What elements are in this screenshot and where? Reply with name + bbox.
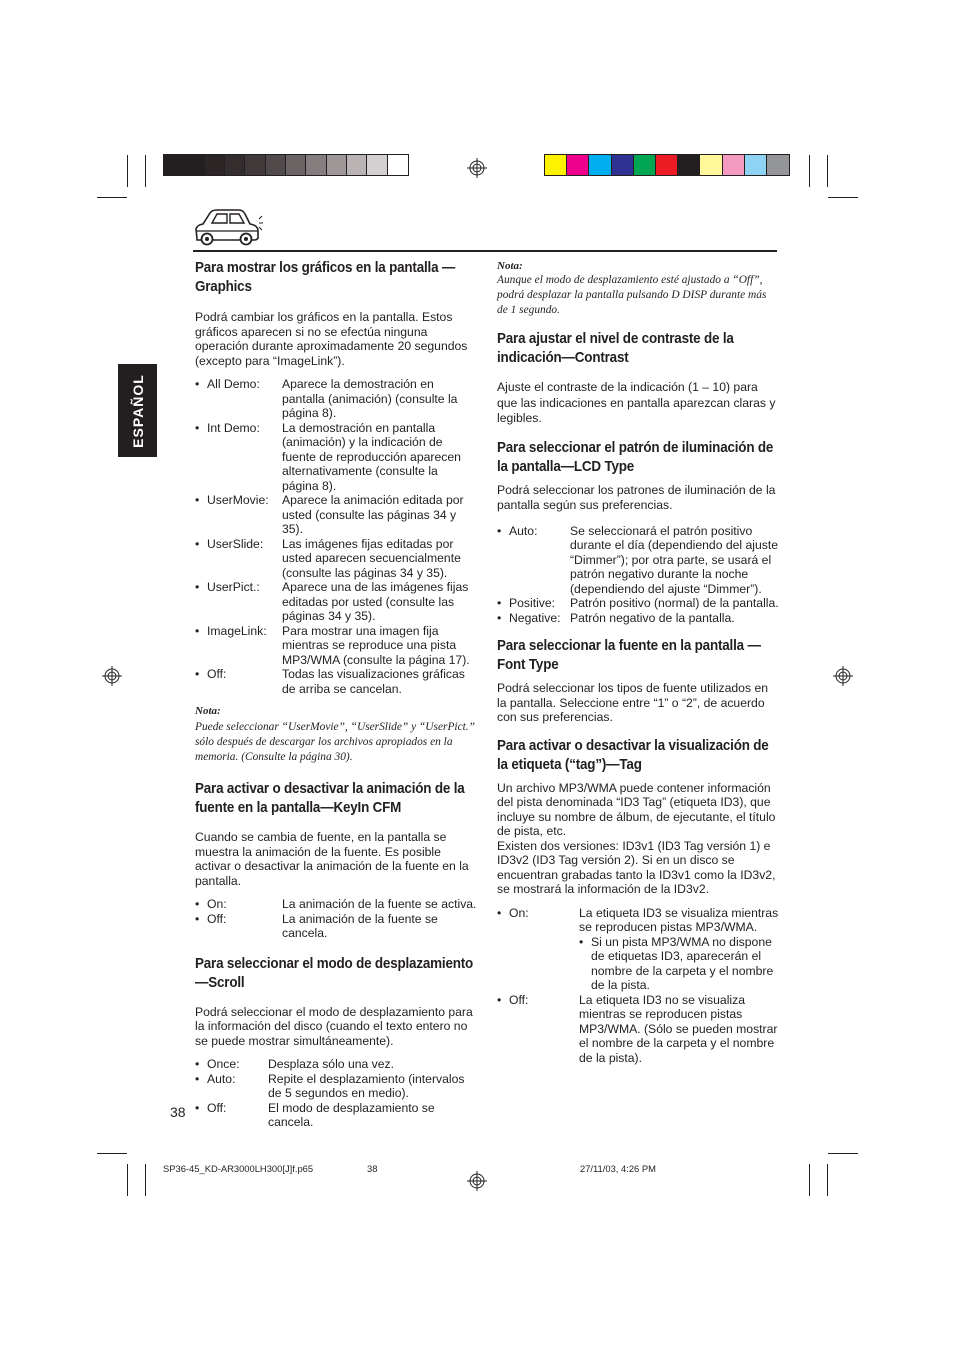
option-term: Negative:: [509, 610, 561, 625]
color-swatch: [634, 155, 656, 175]
option-desc: Para mostrar una imagen fija mientras se reproduce una pista MP3/WMA (consulte la página 17).: [282, 623, 470, 667]
option-desc: La etiqueta ID3 no se visualiza mientras se reproducen pistas MP3/WMA. (Sólo se pueden mostrar el nombre de la carpeta y el nombre de la pista).: [579, 992, 778, 1065]
color-swatch: [327, 155, 347, 175]
note-text: Puede seleccionar “UserMovie”, “UserSlide” y “UserPict.” sólo después de descargar los archivos apropiados en la memoria. (Consulte la página 30).: [195, 721, 475, 763]
section-heading-tag: Para activar o desactivar la visualización de la etiqueta (“tag”)—Tag: [497, 737, 769, 773]
scroll-intro: Podrá seleccionar el modo de desplazamiento para la información del disco (cuando el texto entero no se puede mostrar simultáneamente).: [195, 1004, 473, 1048]
crop-mark: [828, 197, 858, 198]
option-desc: Las imágenes fijas editadas por usted aparecen secuencialmente (consulte las páginas 34 y 35).: [282, 536, 461, 580]
list-item: • Off: La animación de la fuente se cancela.: [195, 912, 477, 941]
option-desc: La demostración en pantalla (animación) y la indicación de fuente de reproducción aparecen alternativamente (consulte la página 8).: [282, 420, 461, 493]
option-subnote: Si un pista MP3/WMA no dispone de etiquetas ID3, aparecerán el nombre de la carpeta y el nombre de la pista.: [591, 934, 774, 992]
option-desc: Aparece la demostración en pantalla (animación) (consulte la página 8).: [282, 377, 458, 420]
list-item: • Positive: Patrón positivo (normal) de la pantalla.: [497, 596, 779, 610]
option-term: ImageLink:: [207, 623, 267, 638]
color-swatch: [745, 155, 767, 175]
option-term: Off:: [207, 1100, 227, 1115]
color-swatch: [225, 155, 245, 175]
list-item: • Auto: Se seleccionará el patrón positivo durante el día (dependiendo del ajuste “Dimmer”); por otra parte, se usará el patrón negativo durante la noche (dependiendo del ajuste “Dimmer”).: [497, 523, 779, 596]
color-swatch-bar: [544, 154, 790, 176]
color-swatch: [367, 155, 387, 175]
option-term: UserMovie:: [207, 493, 269, 507]
font-intro: Podrá seleccionar los tipos de fuente utilizados en la pantalla. Seleccione entre “1” o “2”, de acuerdo con sus preferencias.: [497, 681, 768, 724]
tag-intro: Un archivo MP3/WMA puede contener información del pista denominada “ID3 Tag” (etiqueta ID3), que incluye su nombre de álbum, de ejecutante, el título de pista, etc.: [497, 780, 776, 838]
crop-mark: [827, 155, 828, 187]
option-desc: La animación de la fuente se activa.: [282, 897, 477, 911]
left-column: [195, 259, 477, 1130]
option-desc: Todas las visualizaciones gráficas de arriba se cancelan.: [282, 667, 465, 696]
graphics-options-list: [195, 377, 477, 696]
crop-mark: [97, 1153, 127, 1154]
contrast-intro: Ajuste el contraste de la indicación (1 – 10) para que las indicaciones en pantalla aparezcan claras y legibles.: [497, 380, 776, 425]
registration-mark-icon: [467, 1171, 487, 1191]
crop-mark: [828, 1153, 858, 1154]
note-label: Nota:: [195, 705, 221, 717]
section-heading-lcd: Para seleccionar el patrón de iluminación de la pantalla—LCD Type: [497, 439, 774, 475]
list-item: • Off: El modo de desplazamiento se cancela.: [195, 1101, 477, 1130]
color-swatch: [656, 155, 678, 175]
car-icon: [193, 205, 263, 247]
color-swatch: [567, 155, 589, 175]
option-term: Positive:: [509, 596, 556, 610]
list-item: • Int Demo: La demostración en pantalla (animación) y la indicación de fuente de reproducción aparecen alternativamente (consulte la página 8).: [195, 421, 477, 494]
lcd-options-list: [497, 524, 779, 626]
option-term: On:: [207, 897, 227, 911]
keyin-options-list: [195, 897, 477, 941]
list-item: • ImageLink: Para mostrar una imagen fija mientras se reproduce una pista MP3/WMA (consulte la página 17).: [195, 624, 477, 668]
option-desc: Patrón positivo (normal) de la pantalla.: [570, 596, 779, 610]
option-desc: Se seleccionará el patrón positivo durante el día (dependiendo del ajuste “Dimmer”); por otra parte, se usará el patrón negativo durante la noche (dependiendo del ajuste “Dimmer”).: [570, 523, 779, 596]
section-heading-contrast: Para ajustar el nivel de contraste de la indicación—Contrast: [497, 331, 734, 366]
lcd-intro: Podrá seleccionar los patrones de iluminación de la pantalla según sus preferencias.: [497, 482, 776, 512]
color-swatch: [700, 155, 722, 175]
registration-mark-icon: [102, 666, 122, 686]
color-swatch: [612, 155, 634, 175]
color-swatch: [286, 155, 306, 175]
color-swatch: [388, 155, 408, 175]
option-desc: Aparece la animación editada por usted (consulte las páginas 34 y 35).: [282, 493, 464, 536]
list-item: • Negative: Patrón negativo de la pantalla.: [497, 611, 779, 626]
option-desc: El modo de desplazamiento se cancela.: [268, 1100, 435, 1129]
list-item: • On: La etiqueta ID3 se visualiza mientras se reproducen pistas MP3/WMA. • Si un pista MP3/WMA no dispone de etiquetas ID3, aparecerán el nombre de la carpeta y el nombre de la pista.: [497, 905, 779, 992]
option-desc: Desplaza sólo una vez.: [268, 1057, 395, 1071]
color-swatch: [589, 155, 611, 175]
list-item: • Off: Todas las visualizaciones gráficas de arriba se cancelan.: [195, 667, 477, 696]
crop-mark: [827, 1164, 828, 1196]
option-term: Off:: [207, 667, 227, 681]
option-term: Once:: [207, 1057, 240, 1071]
footer-page: 38: [367, 1163, 378, 1174]
list-item: • On: La animación de la fuente se activa.: [195, 897, 477, 911]
note-text: Aunque el modo de desplazamiento esté ajustado a “Off”, podrá desplazar la pantalla pulsando D DISP durante más de 1 segundo.: [497, 274, 767, 316]
graphics-intro: Podrá cambiar los gráficos en la pantalla. Estos gráficos aparecen si no se efectúa ninguna operación durante aproximadamente 20 segundos (excepto para “ImageLink”).: [195, 310, 468, 368]
option-term: Off:: [207, 911, 227, 926]
option-term: Off:: [509, 992, 529, 1007]
footer-date: 27/11/03, 4:26 PM: [580, 1163, 656, 1174]
registration-mark-icon: [467, 158, 487, 178]
option-desc: Repite el desplazamiento (intervalos de 5 segundos en medio).: [268, 1071, 465, 1100]
crop-mark: [809, 155, 810, 187]
color-swatch: [184, 155, 204, 175]
scroll-options-list: [195, 1057, 477, 1130]
crop-mark: [127, 1164, 128, 1196]
color-swatch: [347, 155, 367, 175]
option-term: UserPict.:: [207, 580, 260, 594]
color-swatch: [164, 155, 184, 175]
option-term: UserSlide:: [207, 536, 264, 551]
section-heading-scroll: Para seleccionar el modo de desplazamiento—Scroll: [195, 955, 474, 991]
list-item: • All Demo: Aparece la demostración en pantalla (animación) (consulte la página 8).: [195, 377, 477, 421]
option-term: All Demo:: [207, 377, 260, 391]
color-swatch: [545, 155, 567, 175]
crop-mark: [127, 155, 128, 187]
list-item: • Auto: Repite el desplazamiento (intervalos de 5 segundos en medio).: [195, 1072, 477, 1101]
header-rule: [193, 250, 777, 252]
option-desc: Patrón negativo de la pantalla.: [570, 610, 735, 625]
section-heading-keyin: Para activar o desactivar la animación de la fuente en la pantalla—KeyIn CFM: [195, 781, 465, 816]
tag-intro-versions: Existen dos versiones: ID3v1 (ID3 Tag versión 1) e ID3v2 (ID3 Tag versión 2). Si en un disco se encuentran grabadas tanto la ID3v1 como la ID3v2, se mostrará la información de la ID3v2.: [497, 838, 776, 896]
section-heading-font: Para seleccionar la fuente en la pantalla —Font Type: [497, 638, 761, 673]
crop-mark: [97, 197, 127, 198]
option-term: On:: [509, 905, 529, 920]
color-swatch: [205, 155, 225, 175]
list-item: • UserPict.: Aparece una de las imágenes fijas editadas por usted (consulte las páginas 34 y 35).: [195, 580, 477, 624]
note-label: Nota:: [497, 260, 523, 272]
list-item: • Off: La etiqueta ID3 no se visualiza mientras se reproducen pistas MP3/WMA. (Sólo se pueden mostrar el nombre de la carpeta y el nombre de la pista).: [497, 992, 778, 1065]
crop-mark: [145, 155, 146, 187]
language-tab-label: ESPAÑOL: [129, 373, 146, 448]
option-desc: La animación de la fuente se cancela.: [282, 911, 438, 940]
color-swatch: [767, 155, 789, 175]
color-swatch: [306, 155, 326, 175]
language-tab: [118, 364, 157, 457]
list-item: • Once: Desplaza sólo una vez.: [195, 1057, 477, 1072]
color-swatch: [723, 155, 745, 175]
list-item: • UserSlide: Las imágenes fijas editadas por usted aparecen secuencialmente (consulte las páginas 34 y 35).: [195, 537, 477, 581]
color-swatch: [245, 155, 265, 175]
section-heading-graphics: Para mostrar los gráficos en la pantalla —Graphics: [195, 260, 456, 295]
right-column: [497, 259, 779, 1065]
color-swatch: [678, 155, 700, 175]
graphics-note: [195, 704, 477, 765]
registration-mark-icon: [833, 666, 853, 686]
crop-mark: [809, 1164, 810, 1196]
option-desc: La etiqueta ID3 se visualiza mientras se reproducen pistas MP3/WMA.: [579, 905, 779, 934]
grayscale-swatch-bar: [163, 154, 409, 176]
page-number: 38: [170, 1104, 186, 1120]
tag-options-list: [497, 906, 779, 1066]
option-term: Auto:: [207, 1071, 236, 1086]
color-swatch: [266, 155, 286, 175]
option-desc: Aparece una de las imágenes fijas editadas por usted (consulte las páginas 34 y 35).: [282, 580, 469, 623]
option-term: Auto:: [509, 523, 538, 538]
footer-file: SP36-45_KD-AR3000LH300[J]f.p65: [163, 1163, 314, 1174]
list-item: • UserMovie: Aparece la animación editada por usted (consulte las páginas 34 y 35).: [195, 493, 477, 537]
option-term: Int Demo:: [207, 420, 260, 435]
crop-mark: [145, 1164, 146, 1196]
keyin-intro: Cuando se cambia de fuente, en la pantalla se muestra la animación de la fuente. Es posible activar o desactivar la animación de la fuente en la pantalla.: [195, 830, 469, 888]
